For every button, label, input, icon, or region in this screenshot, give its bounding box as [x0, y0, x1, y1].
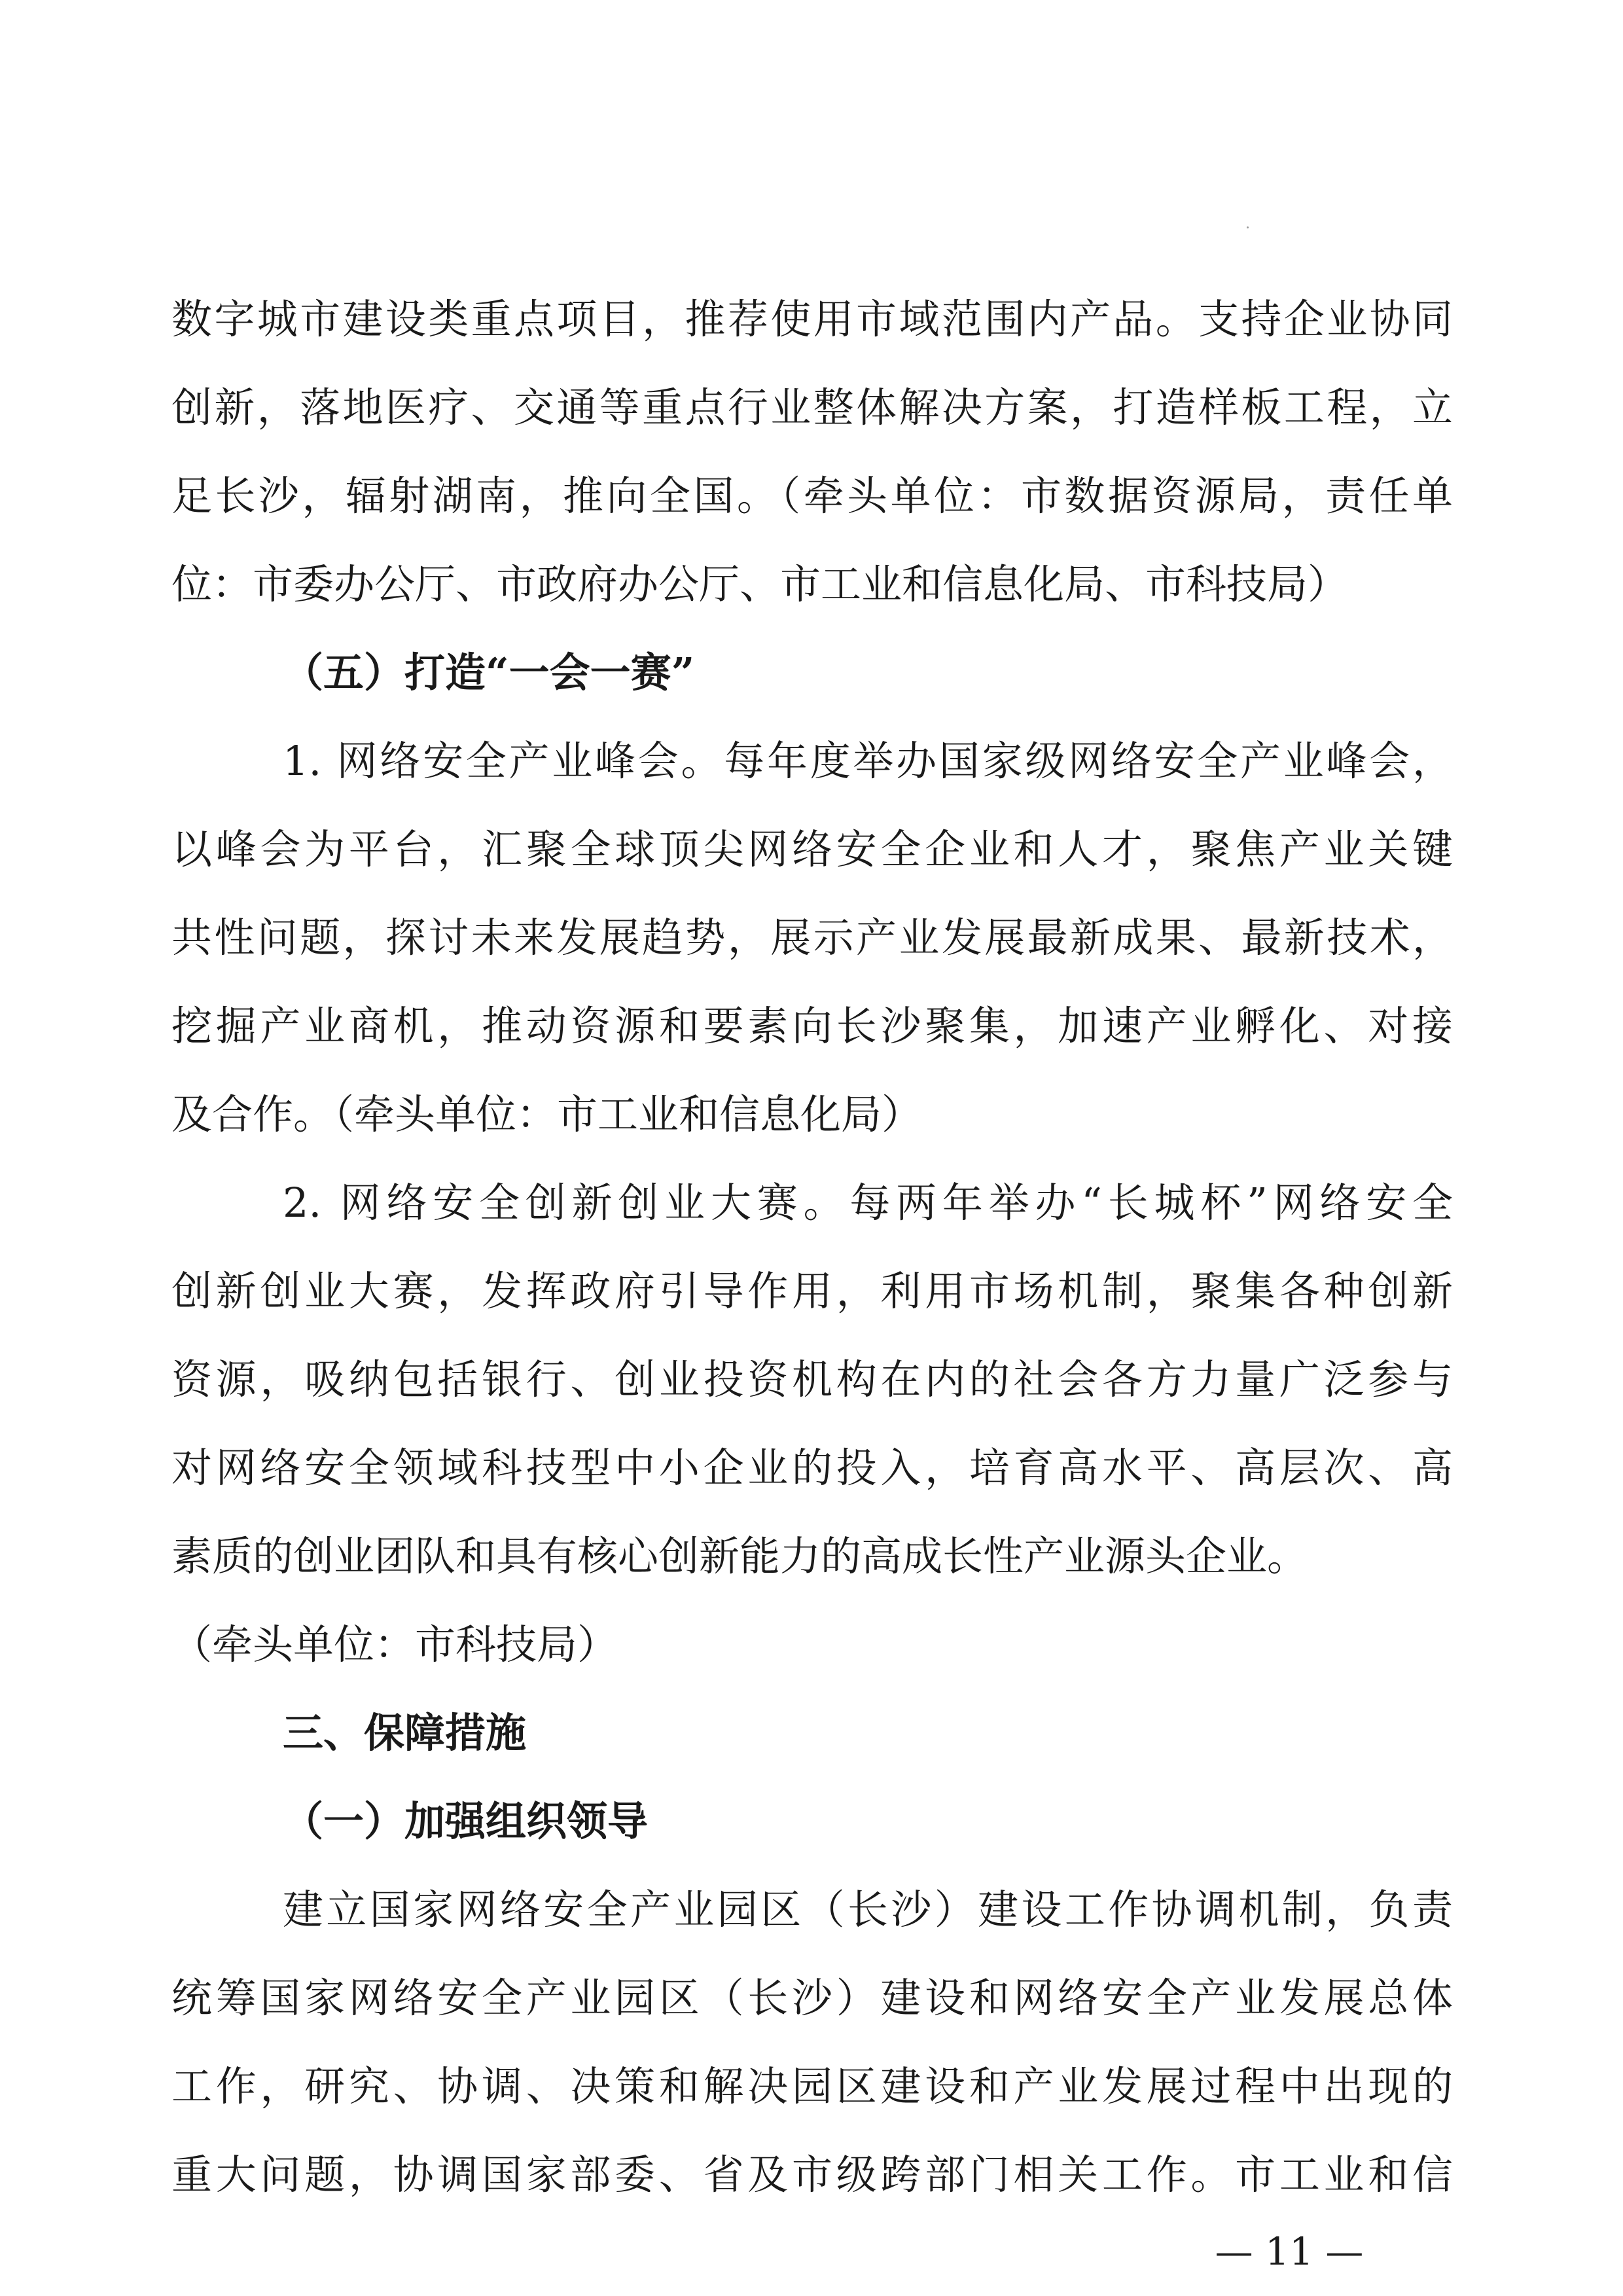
subsection-heading: （五）打造“一会一赛”	[283, 649, 695, 696]
scan-speck	[1247, 226, 1249, 228]
section-heading: 三、保障措施	[283, 1709, 527, 1757]
paragraph-line: 统筹国家网络安全产业园区（长沙）建设和网络安全产业发展总体	[171, 1974, 1453, 2022]
paragraph-line: 共性问题，探讨未来发展趋势，展示产业发展最新成果、最新技术，	[171, 914, 1453, 961]
paragraph-line: 建立国家网络安全产业园区（长沙）建设工作协调机制，负责	[283, 1886, 1453, 1933]
paragraph-line: （牵头单位：市科技局）	[171, 1621, 618, 1668]
paragraph-line: 位：市委办公厅、市政府办公厅、市工业和信息化局、市科技局）	[171, 560, 1349, 608]
paragraph-line: 资源，吸纳包括银行、创业投资机构在内的社会各方力量广泛参与	[171, 1355, 1453, 1403]
paragraph-line: 2. 网络安全创新创业大赛。每两年举办“长城杯”网络安全	[283, 1179, 1453, 1227]
paragraph-line: 对网络安全领域科技型中小企业的投入，培育高水平、高层次、高	[171, 1444, 1453, 1492]
paragraph-line: 挖掘产业商机，推动资源和要素向长沙聚集，加速产业孵化、对接	[171, 1002, 1453, 1050]
paragraph-line: 工作，研究、协调、决策和解决园区建设和产业发展过程中出现的	[171, 2062, 1453, 2110]
paragraph-line: 1. 网络安全产业峰会。每年度举办国家级网络安全产业峰会，	[283, 737, 1453, 785]
paragraph-line: 数字城市建设类重点项目，推荐使用市域范围内产品。支持企业协同	[171, 295, 1453, 343]
paragraph-line: 创新，落地医疗、交通等重点行业整体解决方案，打造样板工程，立	[171, 384, 1453, 431]
subsection-heading: （一）加强组织领导	[283, 1797, 649, 1845]
paragraph-line: 以峰会为平台，汇聚全球顶尖网络安全企业和人才，聚焦产业关键	[171, 825, 1453, 873]
paragraph-line: 素质的创业团队和具有核心创新能力的高成长性产业源头企业。	[171, 1532, 1308, 1580]
page-number: — 11 —	[1215, 2229, 1364, 2274]
paragraph-line: 创新创业大赛，发挥政府引导作用，利用市场机制，聚集各种创新	[171, 1267, 1453, 1315]
paragraph-line: 及合作。（牵头单位：市工业和信息化局）	[171, 1090, 923, 1138]
paragraph-line: 重大问题，协调国家部委、省及市级跨部门相关工作。市工业和信	[171, 2151, 1453, 2198]
paragraph-line: 足长沙，辐射湖南，推向全国。（牵头单位：市数据资源局，责任单	[171, 472, 1453, 520]
